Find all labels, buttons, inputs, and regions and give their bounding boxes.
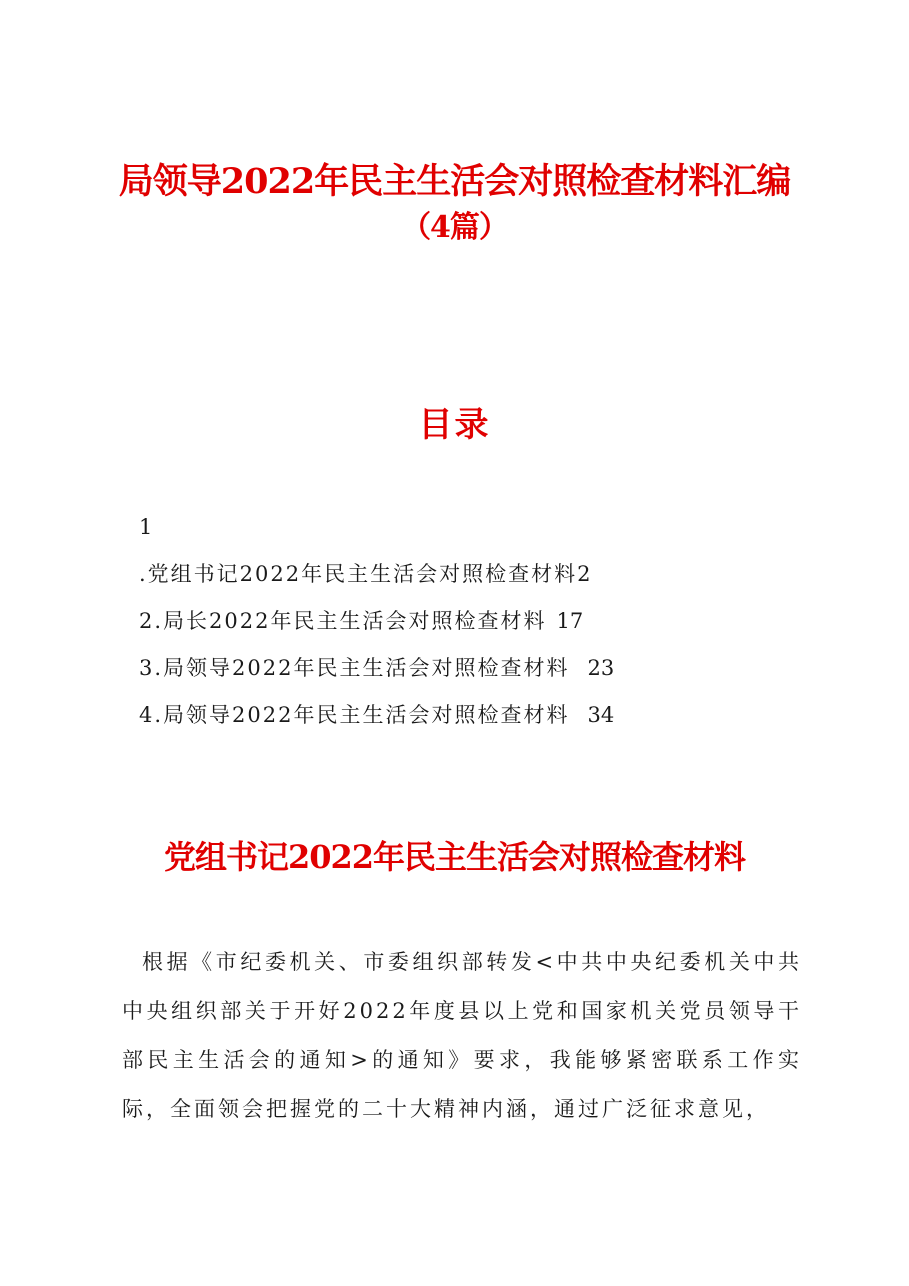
section-title: 党组书记2022年民主生活会对照检查材料 <box>163 838 746 876</box>
toc-item-page: 23 <box>587 656 615 680</box>
toc-item[interactable] <box>139 653 779 700</box>
toc-item-text: 2.局长2022年民主生活会对照检查材料 <box>139 609 547 633</box>
toc-item-text: 1 <box>139 515 155 539</box>
toc-item-text: .党组书记2022年民主生活会对照检查材料 <box>139 562 578 586</box>
toc-item-page: 2 <box>577 562 591 586</box>
document-title: 局领导2022年民主生活会对照检查材料汇编 <box>118 161 791 202</box>
toc-item-page: 17 <box>556 609 584 633</box>
toc-item[interactable] <box>139 606 779 653</box>
document-subtitle: （4篇） <box>401 210 508 245</box>
toc-item-text: 4.局领导2022年民主生活会对照检查材料 <box>139 703 570 727</box>
toc-item-text: 3.局领导2022年民主生活会对照检查材料 <box>139 656 570 680</box>
toc-heading: 目录 <box>418 405 491 445</box>
toc-item[interactable] <box>139 700 779 747</box>
toc-item-page: 34 <box>587 703 615 727</box>
body-paragraph: 根据《市纪委机关、市委组织部转发<中共中央纪委机关中共中央组织部关于开好2022年度县以上党和国家机关党员领导干部民主生活会的通知>的通知》要求，我能够紧密联系工作实际，全面领会把握党的二十大精神内涵，通过广泛征求意见， <box>122 950 802 1121</box>
toc-item[interactable] <box>139 559 779 606</box>
toc-item[interactable] <box>139 512 779 559</box>
table-of-contents <box>139 512 779 747</box>
